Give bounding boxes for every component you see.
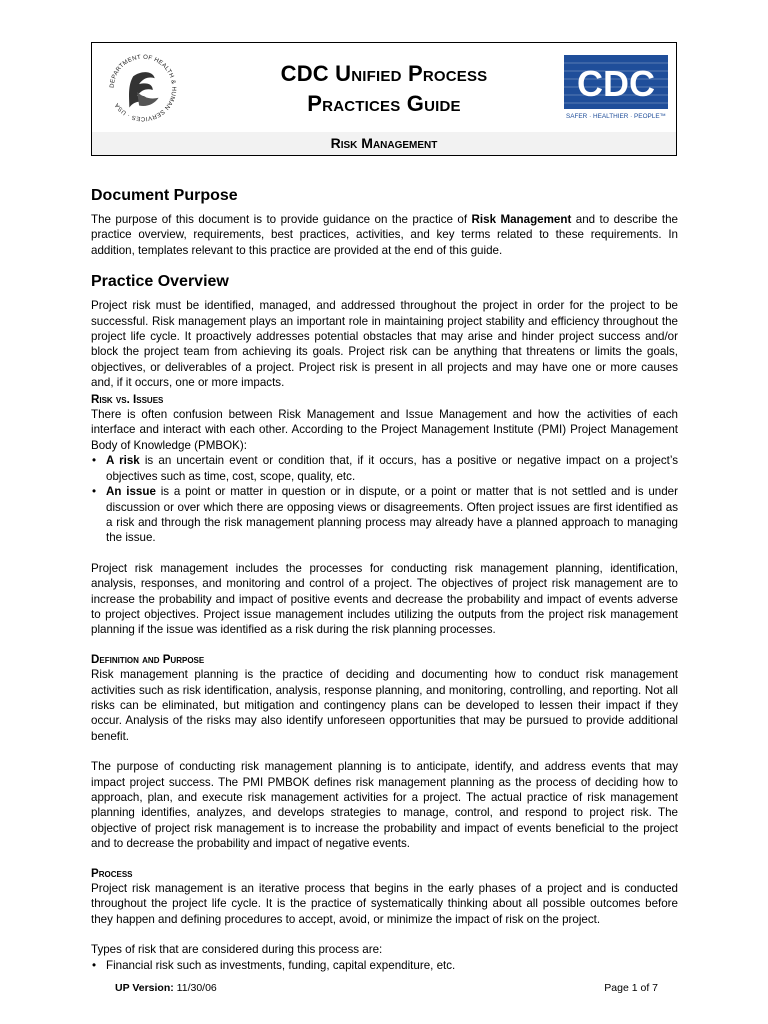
cdc-logo-icon [564,55,668,121]
heading-process: Process [91,866,133,880]
document-title [202,59,566,119]
heading-document-purpose: Document Purpose [91,187,238,204]
heading-risk-vs-issues: Risk vs. Issues [91,392,164,406]
purpose-paragraph: The purpose of this document is to provide guidance on the practice of Risk Management and to describe the practice overview, requirements, best practices, activities, and key terms related to these requirements. In addition, templates relevant to this practice are provided at the end of this guide. [91,213,679,257]
header-title-area [92,43,676,133]
process-paragraph-2: Types of risk that are considered during this process are: [91,943,383,957]
risk-issue-list [91,453,678,545]
overview-paragraph: Project risk must be identified, managed, and addressed throughout the project in order for the project to be successful. Risk management plays an important role in maintaining project stability and efficiency throughout the project life cycle. It proactively addresses potential obstacles that may arise and hinder project success and/or block the project team from achieving its goals. Project risk can be anything that threatens or limits the goals, objectives, or deliverables of a project. Project risk is present in all projects and may have one or more causes and, if it occurs, one or more impacts. [91,299,678,390]
document-subtitle: Risk Management [92,132,676,155]
document-body [91,184,678,973]
title-line-1: CDC Unified Process [280,61,488,86]
page-number: Page 1 of 7 [604,982,658,994]
definition-paragraph-2: The purpose of conducting risk management planning is to anticipate, identify, and address events that may impact project success. The PMI PMBOK defines risk management planning as the process of deciding how to approach, plan, and execute risk management activities for a project. The actual practice of risk management planning identifies, analyzes, and develops strategies to manage, control, and respond to project risk. The objective of project risk management is to increase the probability and impact of events beneficial to the project and to decrease the probability and impact of negative events. [91,760,678,851]
heading-practice-overview: Practice Overview [91,273,229,291]
hhs-seal-icon [104,49,182,127]
cdc-logo-tagline: SAFER · HEALTHIER · PEOPLE™ [565,113,667,120]
definition-paragraph-1: Risk management planning is the practice of deciding and documenting how to conduct risk management activities such as risk identification, analysis, response planning, and monitoring, controlling, and reporting. Not all risks can be eliminated, but mitigation and contingency plans can be developed to lessen their impact if they occur. Analysis of the risks may also identify unforeseen opportunities that may be pursued to provide additional benefit. [91,668,678,743]
version-value: 11/30/06 [173,982,217,994]
heading-definition-purpose: Definition and Purpose [91,652,205,666]
cdc-logo-text: CDC [577,63,655,104]
seal-text: DEPARTMENT OF HEALTH & HUMAN SERVICES · USA [109,54,177,122]
list-item: • Financial risk such as investments, funding, capital expenditure, etc. [106,958,678,973]
risk-vs-issues-paragraph: There is often confusion between Risk Management and Issue Management and how the activities of each interface and interact with each other. According to the Project Management Institute (PMI) Project Management Body of Knowledge (PMBOK): [91,408,678,452]
document-header [91,42,677,156]
list-item: • An issue is a point or matter in question or in dispute, or a point or matter that is not settled and is under discussion or over which there are opposing views or disagreements. Often project issues are first identified as a risk and through the risk management planning process may already have a planned approach to managing the issue. [106,484,678,546]
risk-management-paragraph: Project risk management includes the processes for conducting risk management planning, identification, analysis, responses, and monitoring and control of a project. The objectives of project risk management are to increase the probability and impact of positive events and decrease the probability and impact of events adverse to project objectives. Project issue management includes utilizing the outputs from the project risk management planning if the issue was identified as a risk during the risk planning processes. [91,561,678,637]
version-label: UP Version: [115,982,174,994]
process-paragraph-1: Project risk management is an iterative process that begins in the early phases of a project and is conducted throughout the project life cycle. It is the practice of systematically thinking about all possible outcomes before they happen and defining procedures to accept, avoid, or minimize the impact of risk on the project. [91,882,678,926]
page-footer [115,982,658,994]
title-line-2: Practices Guide [307,91,461,116]
risk-types-list [91,958,678,973]
list-item: • A risk is an uncertain event or condition that, if it occurs, has a positive or negative impact on a project’s objectives such as time, cost, scope, quality, etc. [106,453,678,484]
